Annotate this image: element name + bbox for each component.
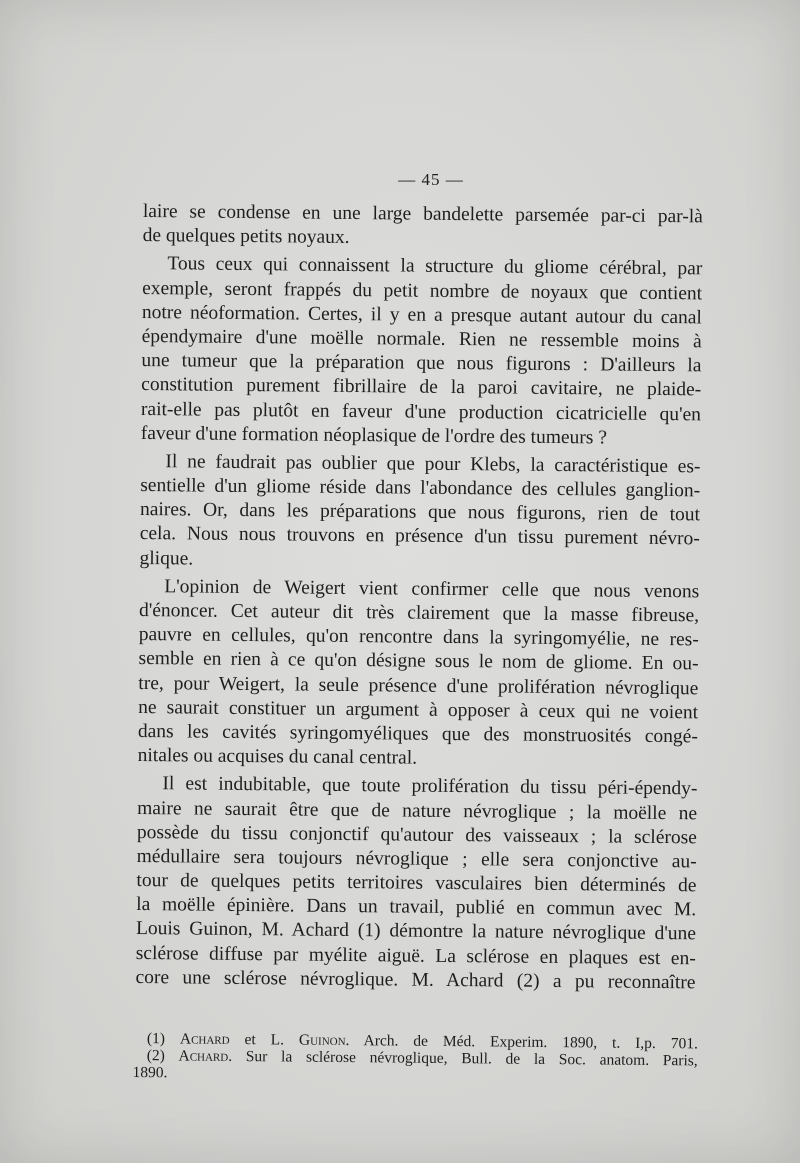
text-line: faveur d'une formation néoplasique de l'ordre des tumeurs ?: [140, 422, 608, 449]
text-line: cela. Nous nous trouvons en présence d'un tissu purement névro-: [139, 523, 700, 550]
text-line: ne saurait constituer un argument à opposer à ceux qui ne voient: [138, 696, 699, 724]
footnote-reference: 1890.: [132, 1063, 168, 1082]
text-line: de quelques petits noyaux.: [142, 225, 350, 249]
text-line: glique.: [139, 547, 194, 570]
text-line: tour de quelques petits territoires vasculaires bien déterminés de: [136, 870, 697, 897]
text-line: médullaire sera toujours névroglique ; elle sera conjonctive au-: [136, 845, 697, 873]
footnote-reference: . Arch. de Méd. Experim. 1890, t. I,p. 701.: [345, 1032, 698, 1053]
text-line: laire se condense en une large bandelette parsemée par-ci par-là: [142, 200, 703, 228]
text-line: rait-elle pas plutôt en faveur d'une production cicatricielle qu'en: [140, 398, 702, 425]
text-line: L'opinion de Weigert vient confirmer celle que nous venons: [164, 576, 700, 603]
text-line: sentielle d'un gliome réside dans l'abondance des cellules ganglion-: [140, 475, 701, 502]
text-line: notre néoformation. Certes, il y en a presque autant autour du canal: [141, 301, 702, 329]
footnote-reference: Bull. de la Soc. anatom. Paris,: [461, 1050, 698, 1070]
text-line: Louis Guinon, M. Achard (1) démontre la nature névroglique d'une: [135, 918, 697, 945]
text-line: core une sclérose névroglique. M. Achard (2) a pu reconnaître: [135, 966, 696, 994]
text-line: Tous ceux qui connaissent la structure du gliome cérébral, par: [167, 253, 703, 280]
page-number: — 45 —: [398, 170, 464, 189]
text-line: dans les cavités syringomyéliques que des monstruosités congé-: [137, 720, 698, 748]
text-line: la moëlle épinière. Dans un travail, publié en commun avec M.: [136, 894, 697, 921]
footnote-author: Achard: [179, 1030, 230, 1048]
body-text: [135, 200, 703, 995]
text-line: d'énoncer. Cet auteur dit très clairement que la masse fibreuse,: [138, 599, 700, 627]
text-line: une tumeur que la préparation que nous figurons : D'ailleurs la: [141, 350, 702, 377]
footnote-author-2: Guinon: [298, 1031, 346, 1050]
footnote-mark: (2): [146, 1047, 165, 1065]
text-line: Il est indubitable, que toute prolifération du tissu péri-épendy-: [162, 773, 698, 800]
footnote-author: Achard: [178, 1047, 229, 1065]
text-line: Il ne faudrait pas oublier que pour Klebs, la caractéristique es-: [165, 451, 701, 478]
footnotes: [133, 1030, 698, 1086]
text-line: constitution purement fibrillaire de la paroi cavitaire, ne plaide-: [141, 374, 702, 401]
text-line: maire ne saurait être que de nature névroglique ; la moëlle ne: [137, 797, 698, 824]
footnote-mark: (1): [146, 1030, 166, 1048]
text-line: pauvre en cellules, qu'on rencontre dans la syringomyélie, ne res-: [138, 624, 699, 651]
text-line: exemple, seront frappés du petit nombre de noyaux que contient: [142, 277, 703, 304]
text-line: sclérose diffuse par myélite aiguë. La sclérose en plaques est en-: [135, 942, 696, 969]
text-line: nitales ou acquises du canal central.: [137, 745, 418, 769]
text-line: semble en rien à ce qu'on désigne sous le nom de gliome. En ou-: [138, 648, 699, 675]
text-line: épendymaire d'une moëlle normale. Rien ne ressemble moins à: [141, 325, 702, 353]
text-line: tre, pour Weigert, la seule présence d'une prolifération névroglique: [138, 672, 699, 699]
text-line: naires. Or, dans les préparations que nous figurons, rien de tout: [139, 499, 701, 526]
text-line: possède du tissu conjonctif qu'autour des vaisseaux ; la sclérose: [136, 821, 698, 849]
footnote-connector: . Sur la sclérose névroglique,: [228, 1047, 462, 1068]
footnote-connector: et L.: [229, 1030, 300, 1049]
